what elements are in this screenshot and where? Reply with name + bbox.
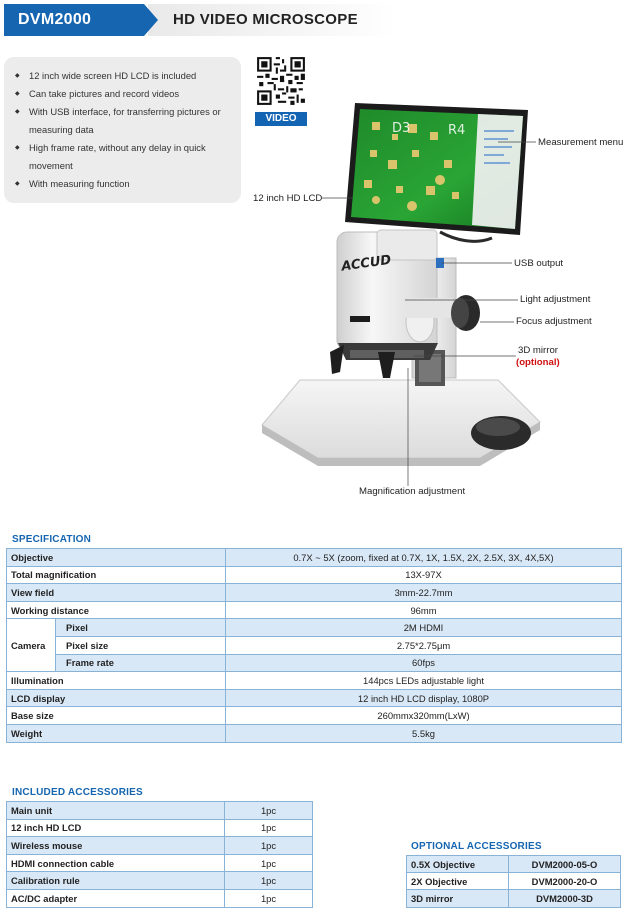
spec-label: View field	[7, 584, 226, 602]
spec-label: Weight	[7, 724, 226, 742]
callout-focus-adjustment: Focus adjustment	[516, 316, 592, 327]
spec-value: 96mm	[226, 601, 622, 619]
optional-item-name: 0.5X Objective	[407, 856, 509, 873]
brand-logo: ACCUD	[340, 252, 393, 275]
specification-table	[6, 548, 622, 743]
qr-video-label: VIDEO	[255, 112, 307, 126]
optional-row	[407, 890, 621, 907]
feature-item: ◆ With USB interface, for transferring pictures or	[14, 103, 233, 121]
spec-row-camera-pixel-size	[7, 636, 622, 654]
feature-item: ◆ 12 inch wide screen HD LCD is included	[14, 67, 233, 85]
optional-accessories-title: OPTIONAL ACCESSORIES	[411, 841, 542, 852]
accessory-name: Calibration rule	[7, 872, 225, 890]
accessory-qty: 1pc	[225, 854, 313, 872]
spec-value: 2.75*2.75μm	[226, 636, 622, 654]
spec-row-working-distance	[7, 601, 622, 619]
spec-row-total-magnification	[7, 566, 622, 584]
accessory-qty: 1pc	[225, 837, 313, 855]
spec-value: 3mm-22.7mm	[226, 584, 622, 602]
accessory-name: Main unit	[7, 802, 225, 820]
spec-sublabel: Frame rate	[56, 654, 226, 672]
callout-lcd: 12 inch HD LCD	[253, 193, 323, 204]
optional-item-code: DVM2000-3D	[509, 890, 621, 907]
spec-value: 144pcs LEDs adjustable light	[226, 672, 622, 690]
feature-item: ◆ High frame rate, without any delay in quick	[14, 139, 233, 157]
spec-row-illumination	[7, 672, 622, 690]
accessory-qty: 1pc	[225, 802, 313, 820]
optional-item-code: DVM2000-20-O	[509, 873, 621, 890]
optional-item-name: 2X Objective	[407, 873, 509, 890]
optional-row	[407, 856, 621, 873]
spec-row-camera-frame-rate	[7, 654, 622, 672]
page-title: HD VIDEO MICROSCOPE	[173, 11, 358, 28]
spec-row-base-size	[7, 707, 622, 725]
included-row	[7, 872, 313, 890]
spec-label: Total magnification	[7, 566, 226, 584]
spec-label: LCD display	[7, 689, 226, 707]
accessory-name: AC/DC adapter	[7, 889, 225, 907]
callout-measurement-menu: Measurement menu	[538, 137, 624, 148]
spec-label: Illumination	[7, 672, 226, 690]
callout-optional: (optional)	[516, 357, 560, 368]
spec-value: 12 inch HD LCD display, 1080P	[226, 689, 622, 707]
model-name: DVM2000	[18, 11, 92, 28]
spec-row-weight	[7, 724, 622, 742]
included-accessories-table	[6, 801, 313, 908]
spec-label-camera: Camera	[7, 619, 56, 672]
spec-label: Objective	[7, 549, 226, 567]
included-row	[7, 889, 313, 907]
spec-label: Working distance	[7, 601, 226, 619]
callout-3d-mirror: 3D mirror	[518, 345, 558, 356]
accessory-qty: 1pc	[225, 889, 313, 907]
screen-text-2: R4	[448, 123, 466, 138]
accessory-name: 12 inch HD LCD	[7, 819, 225, 837]
screen-text-1: D3	[392, 121, 411, 136]
feature-item-continued: movement	[29, 160, 73, 171]
optional-item-code: DVM2000-05-O	[509, 856, 621, 873]
specification-title: SPECIFICATION	[12, 534, 92, 545]
spec-row-camera-pixel	[7, 619, 622, 637]
spec-value: 260mmx320mm(LxW)	[226, 707, 622, 725]
feature-item-continued: measuring data	[29, 124, 94, 135]
wireless-mouse	[471, 416, 531, 450]
included-accessories-title: INCLUDED ACCESSORIES	[12, 787, 143, 798]
spec-sublabel: Pixel	[56, 619, 226, 637]
included-row	[7, 802, 313, 820]
callout-usb-output: USB output	[514, 258, 564, 269]
accessory-name: Wireless mouse	[7, 837, 225, 855]
callout-magnification: Magnification adjustment	[359, 486, 466, 497]
spec-row-view-field	[7, 584, 622, 602]
accessory-qty: 1pc	[225, 872, 313, 890]
included-row	[7, 837, 313, 855]
lcd-monitor	[345, 103, 528, 235]
accessory-name: HDMI connection cable	[7, 854, 225, 872]
spec-value: 5.5kg	[226, 724, 622, 742]
feature-item: ◆ Can take pictures and record videos	[14, 85, 233, 103]
feature-item: ◆ With measuring function	[14, 175, 233, 193]
accessory-qty: 1pc	[225, 819, 313, 837]
callout-light-adjustment: Light adjustment	[520, 294, 591, 305]
spec-label: Base size	[7, 707, 226, 725]
spec-row-lcd-display	[7, 689, 622, 707]
spec-value: 60fps	[226, 654, 622, 672]
optional-item-name: 3D mirror	[407, 890, 509, 907]
spec-value: 13X-97X	[226, 566, 622, 584]
spec-value: 2M HDMI	[226, 619, 622, 637]
included-row	[7, 819, 313, 837]
optional-accessories-table	[406, 855, 621, 908]
spec-row-objective	[7, 549, 622, 567]
optional-row	[407, 873, 621, 890]
spec-sublabel: Pixel size	[56, 636, 226, 654]
spec-value: 0.7X ~ 5X (zoom, fixed at 0.7X, 1X, 1.5X, 2X, 2.5X, 3X, 4X,5X)	[226, 549, 622, 567]
included-row	[7, 854, 313, 872]
